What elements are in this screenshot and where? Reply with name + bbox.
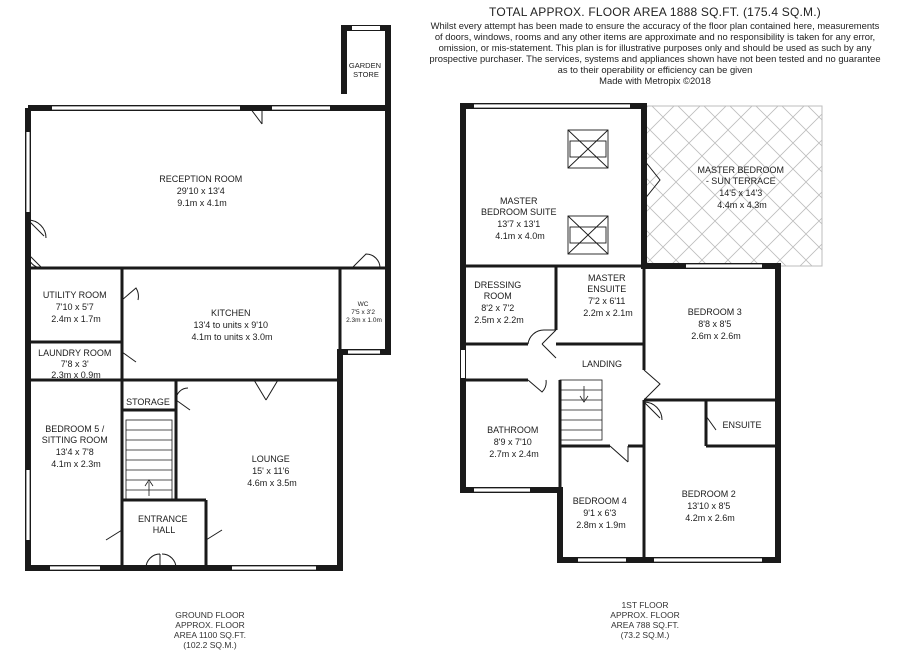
disclaimer-line: omission, or mis-statement. This plan is for illustrative purposes only and should be used as such by any bbox=[438, 42, 872, 53]
room-name: ENSUITE bbox=[722, 420, 762, 430]
room-size-imperial: 8'9 x 7'10 bbox=[493, 437, 532, 447]
disclaimer-line: Made with Metropix ©2018 bbox=[599, 75, 711, 86]
room-name: SITTING ROOM bbox=[41, 435, 108, 445]
room-label-bathroom bbox=[487, 425, 541, 459]
sun-terrace-area bbox=[644, 106, 822, 266]
room-label-kitchen bbox=[191, 308, 272, 342]
disclaimer-line: Whilst every attempt has been made to ensure the accuracy of the floor plan contained here, measurements bbox=[430, 20, 880, 31]
floor-area-line: APPROX. FLOOR bbox=[175, 620, 245, 630]
room-label-bedroom2 bbox=[682, 489, 739, 523]
room-size-imperial: 7'2 x 6'11 bbox=[588, 296, 626, 306]
room-name: STORE bbox=[353, 70, 379, 79]
room-name: BEDROOM SUITE bbox=[480, 207, 557, 217]
first-floor-area-note bbox=[580, 600, 710, 640]
floor-area-line: AREA 788 SQ.FT. bbox=[610, 620, 680, 630]
room-name: WC bbox=[357, 301, 369, 308]
room-label-utility bbox=[43, 290, 109, 324]
room-label-dressing bbox=[474, 280, 524, 325]
room-label-wc bbox=[346, 301, 382, 324]
floor-area-line: (102.2 SQ.M.) bbox=[183, 640, 237, 650]
room-label-lounge bbox=[247, 454, 297, 488]
room-label-laundry bbox=[38, 348, 114, 380]
first-staircase bbox=[560, 380, 602, 440]
room-size-imperial: 13'4 to units x 9'10 bbox=[193, 320, 268, 330]
room-name: UTILITY ROOM bbox=[42, 290, 107, 300]
room-label-bedroom3 bbox=[688, 307, 745, 341]
total-floor-area: TOTAL APPROX. FLOOR AREA 1888 SQ.FT. (175.4 SQ.M.) bbox=[489, 5, 821, 19]
room-name: RECEPTION ROOM bbox=[159, 174, 243, 184]
room-size-metric: 2.3m x 0.9m bbox=[51, 370, 101, 380]
room-label-ensuite bbox=[722, 420, 761, 430]
floor-name: GROUND FLOOR bbox=[175, 610, 245, 620]
room-size-imperial: 9'1 x 6'3 bbox=[583, 508, 617, 518]
ground-floor-labels bbox=[38, 61, 383, 535]
room-name: GARDEN bbox=[348, 61, 381, 70]
ground-staircase bbox=[126, 420, 172, 500]
room-size-metric: 4.1m to units x 3.0m bbox=[191, 332, 273, 342]
room-size-metric: 4.1m x 4.0m bbox=[495, 231, 545, 241]
room-size-imperial: 13'10 x 8'5 bbox=[687, 501, 731, 511]
room-label-bedroom4 bbox=[573, 496, 630, 530]
room-label-entrance bbox=[138, 514, 190, 535]
room-name: BEDROOM 3 bbox=[687, 307, 742, 317]
room-name: LOUNGE bbox=[251, 454, 290, 464]
room-label-landing bbox=[582, 359, 622, 369]
disclaimer-line: as to their operability or efficiency can be given bbox=[557, 64, 753, 75]
room-size-imperial: 7'10 x 5'7 bbox=[55, 302, 94, 312]
room-size-imperial: 29'10 x 13'4 bbox=[176, 186, 225, 196]
room-name: HALL bbox=[152, 525, 176, 535]
room-size-metric: 4.1m x 2.3m bbox=[51, 459, 101, 469]
room-size-imperial: 7'8 x 3' bbox=[60, 359, 89, 369]
skylights bbox=[568, 130, 608, 254]
room-size-metric: 4.2m x 2.6m bbox=[685, 513, 735, 523]
room-size-imperial: 14'5 x 14'3 bbox=[719, 188, 763, 198]
room-name: KITCHEN bbox=[210, 308, 251, 318]
room-label-master-ensuite bbox=[583, 273, 633, 318]
room-name: STORAGE bbox=[126, 397, 170, 407]
disclaimer-line: prospective purchaser. The services, systems and appliances shown have not been tested and no guarantee bbox=[429, 53, 881, 64]
room-size-imperial: 8'8 x 8'5 bbox=[698, 319, 732, 329]
room-size-imperial: 7'5 x 3'2 bbox=[351, 309, 375, 316]
room-size-metric: 2.3m x 1.0m bbox=[346, 317, 382, 324]
room-size-imperial: 13'4 x 7'8 bbox=[55, 447, 94, 457]
room-label-master-suite bbox=[481, 196, 559, 241]
room-name: ENTRANCE bbox=[137, 514, 188, 524]
room-name: BEDROOM 5 / bbox=[45, 424, 105, 434]
room-size-metric: 2.8m x 1.9m bbox=[576, 520, 626, 530]
room-size-metric: 2.4m x 1.7m bbox=[51, 314, 101, 324]
room-name: DRESSING bbox=[474, 280, 522, 290]
room-label-bedroom5 bbox=[42, 424, 111, 469]
room-size-metric: 2.2m x 2.1m bbox=[583, 308, 633, 318]
floor-area-line: (73.2 SQ.M.) bbox=[620, 630, 670, 640]
ground-internal-walls bbox=[28, 268, 388, 568]
room-name: LAUNDRY ROOM bbox=[38, 348, 112, 358]
room-size-metric: 2.5m x 2.2m bbox=[474, 315, 524, 325]
room-name: MASTER bbox=[587, 273, 626, 283]
floor-area-line: AREA 1100 SQ.FT. bbox=[173, 630, 247, 640]
room-name: LANDING bbox=[581, 359, 623, 369]
room-name: MASTER BEDROOM bbox=[697, 165, 784, 175]
room-name: BEDROOM 4 bbox=[572, 496, 627, 506]
floor-name: 1ST FLOOR bbox=[621, 600, 669, 610]
room-size-imperial: 8'2 x 7'2 bbox=[481, 303, 515, 313]
room-label-garden-store bbox=[349, 61, 383, 79]
room-size-metric: 4.6m x 3.5m bbox=[247, 478, 297, 488]
room-name: ROOM bbox=[483, 291, 512, 301]
room-size-metric: 2.6m x 2.6m bbox=[691, 331, 741, 341]
room-label-storage bbox=[126, 397, 170, 407]
room-name: ENSUITE bbox=[587, 284, 627, 294]
ground-floor-area-note bbox=[140, 610, 280, 650]
room-size-metric: 4.4m x 4.3m bbox=[717, 200, 767, 210]
room-name: MASTER bbox=[499, 196, 538, 206]
room-name: BATHROOM bbox=[487, 425, 539, 435]
room-size-imperial: 13'7 x 13'1 bbox=[497, 219, 541, 229]
room-size-metric: 2.7m x 2.4m bbox=[489, 449, 539, 459]
room-name: BEDROOM 2 bbox=[681, 489, 736, 499]
floor-area-line: APPROX. FLOOR bbox=[610, 610, 680, 620]
room-name: - SUN TERRACE bbox=[705, 176, 776, 186]
room-size-imperial: 15' x 11'6 bbox=[252, 466, 290, 476]
room-size-metric: 9.1m x 4.1m bbox=[177, 198, 227, 208]
room-label-reception bbox=[159, 174, 245, 208]
disclaimer-line: of doors, windows, rooms and any other items are approximate and no responsibility is taken for any error, bbox=[434, 31, 876, 42]
